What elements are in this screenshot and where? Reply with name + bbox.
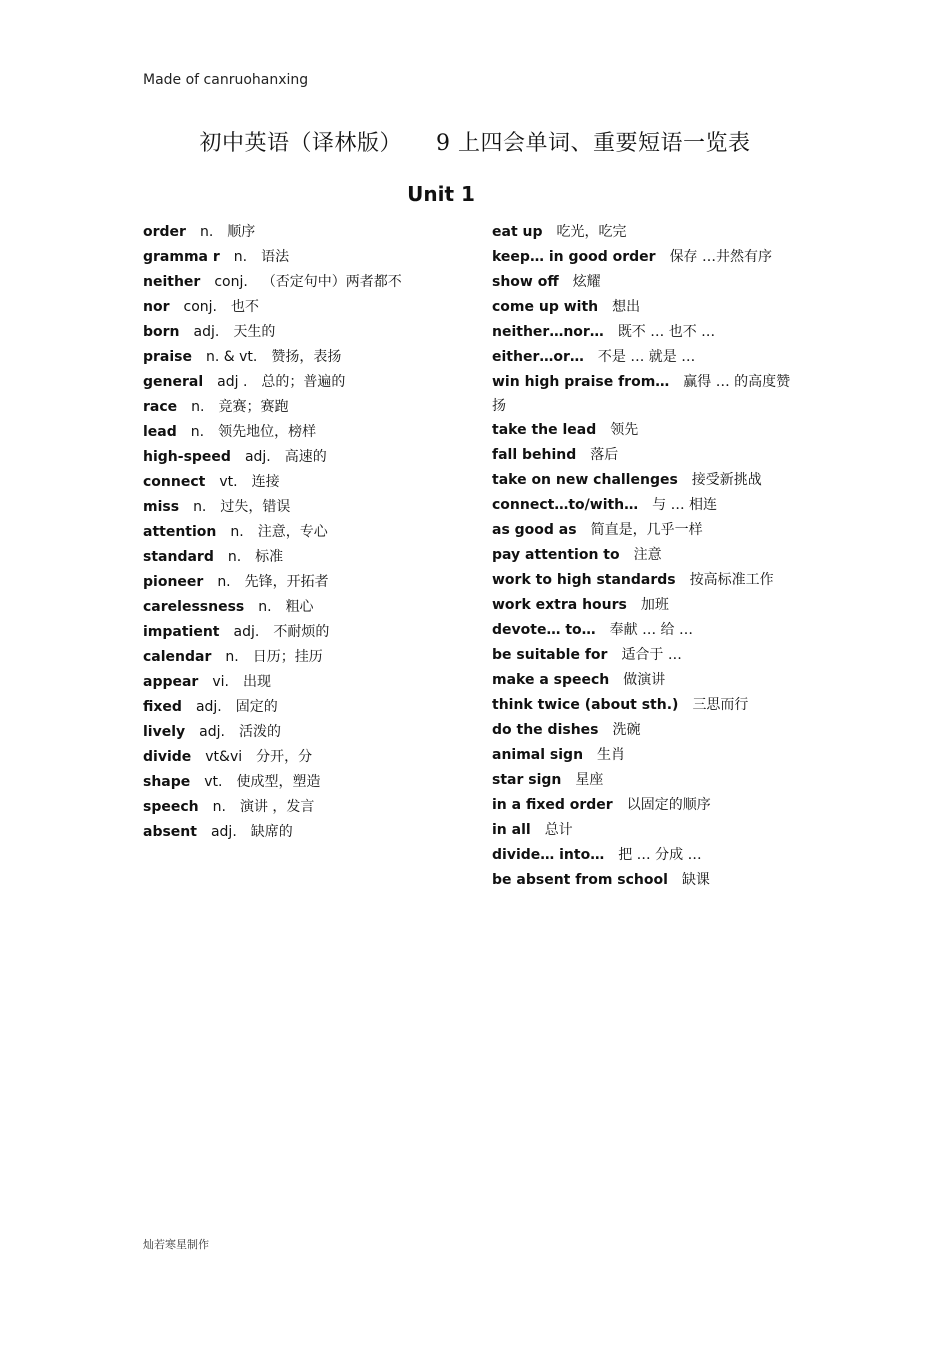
phrase-item bbox=[492, 443, 802, 468]
part-of-speech: conj. bbox=[214, 274, 248, 290]
part-of-speech: adj. bbox=[244, 449, 271, 465]
phrase-term: work to high standards bbox=[492, 572, 676, 588]
vocabulary-item bbox=[143, 345, 463, 370]
phrase-meaning: 既不 … 也不 … bbox=[617, 324, 716, 340]
vocabulary-item bbox=[143, 470, 463, 495]
phrase-item bbox=[492, 618, 802, 643]
vocabulary-term: standard bbox=[143, 549, 214, 565]
vocabulary-item bbox=[143, 295, 463, 320]
phrase-item bbox=[492, 220, 802, 245]
phrase-term: fall behind bbox=[492, 447, 577, 463]
phrase-term: devote… to… bbox=[492, 622, 596, 638]
vocabulary-meaning: 日历；挂历 bbox=[252, 649, 323, 665]
part-of-speech: n. bbox=[217, 574, 231, 590]
vocabulary-term: general bbox=[143, 374, 204, 390]
unit-heading: Unit 1 bbox=[407, 182, 475, 206]
phrase-item bbox=[492, 843, 802, 868]
vocabulary-term: carelessness bbox=[143, 599, 245, 615]
part-of-speech: vt. bbox=[204, 774, 223, 790]
vocabulary-term: impatient bbox=[143, 624, 220, 640]
vocabulary-item bbox=[143, 320, 463, 345]
part-of-speech: adj. bbox=[210, 824, 237, 840]
vocabulary-item bbox=[143, 695, 463, 720]
vocabulary-term: pioneer bbox=[143, 574, 204, 590]
part-of-speech: n. bbox=[190, 424, 205, 440]
phrase-meaning: 做演讲 bbox=[623, 672, 666, 688]
phrase-meaning: 接受新挑战 bbox=[691, 472, 762, 488]
part-of-speech: n. bbox=[193, 499, 207, 515]
phrase-meaning: 炫耀 bbox=[572, 274, 601, 290]
vocabulary-meaning: 竞赛；赛跑 bbox=[218, 399, 289, 415]
vocabulary-item bbox=[143, 770, 463, 795]
vocabulary-meaning: 不耐烦的 bbox=[273, 624, 330, 640]
phrase-term: be absent from school bbox=[492, 872, 668, 888]
phrase-meaning: 三思而行 bbox=[692, 697, 749, 713]
phrase-item bbox=[492, 370, 802, 418]
vocabulary-item bbox=[143, 245, 463, 270]
vocabulary-meaning: 也不 bbox=[230, 299, 259, 315]
vocabulary-term: race bbox=[143, 399, 178, 415]
part-of-speech: n. bbox=[191, 399, 205, 415]
vocabulary-item bbox=[143, 420, 463, 445]
vocabulary-item bbox=[143, 820, 463, 845]
phrase-term: win high praise from… bbox=[492, 374, 670, 390]
page-title bbox=[0, 126, 950, 157]
phrase-item bbox=[492, 768, 802, 793]
vocabulary-item bbox=[143, 645, 463, 670]
phrase-item bbox=[492, 693, 802, 718]
phrase-meaning: 注意 bbox=[633, 547, 662, 563]
vocabulary-term: appear bbox=[143, 674, 199, 690]
vocabulary-term: speech bbox=[143, 799, 199, 815]
vocabulary-meaning: 先锋，开拓者 bbox=[244, 574, 329, 590]
vocabulary-meaning: 粗心 bbox=[285, 599, 314, 615]
phrase-item bbox=[492, 868, 802, 893]
phrase-term: in all bbox=[492, 822, 531, 838]
part-of-speech: vi. bbox=[212, 674, 229, 690]
part-of-speech: adj. bbox=[233, 624, 260, 640]
part-of-speech: adj. bbox=[193, 324, 220, 340]
vocabulary-term: shape bbox=[143, 774, 191, 790]
phrase-term: eat up bbox=[492, 224, 543, 240]
phrase-meaning: 缺课 bbox=[681, 872, 710, 888]
phrase-term: neither…nor… bbox=[492, 324, 604, 340]
vocabulary-meaning: 使成型，塑造 bbox=[236, 774, 321, 790]
vocabulary-meaning: 注意，专心 bbox=[257, 524, 328, 540]
phrase-meaning: 落后 bbox=[590, 447, 619, 463]
phrase-term: pay attention to bbox=[492, 547, 620, 563]
phrase-meaning: 把 … 分成 … bbox=[618, 847, 702, 863]
vocabulary-meaning: 演讲 ，发言 bbox=[239, 799, 315, 815]
vocabulary-item bbox=[143, 495, 463, 520]
part-of-speech: n. bbox=[258, 599, 272, 615]
header-note: Made of canruohanxing bbox=[143, 72, 309, 88]
vocabulary-term: miss bbox=[143, 499, 180, 515]
phrase-term: take the lead bbox=[492, 422, 597, 438]
phrase-item bbox=[492, 320, 802, 345]
phrase-term: work extra hours bbox=[492, 597, 627, 613]
phrase-item bbox=[492, 245, 802, 270]
phrase-item bbox=[492, 643, 802, 668]
vocabulary-item bbox=[143, 445, 463, 470]
vocabulary-term: lively bbox=[143, 724, 186, 740]
phrase-term: take on new challenges bbox=[492, 472, 678, 488]
title-course: 初中英语（译林版） bbox=[199, 131, 402, 156]
phrase-meaning: 不是 … 就是 … bbox=[597, 349, 696, 365]
phrase-item bbox=[492, 418, 802, 443]
phrase-item bbox=[492, 593, 802, 618]
phrase-term: as good as bbox=[492, 522, 577, 538]
vocabulary-term: calendar bbox=[143, 649, 212, 665]
part-of-speech: n. & vt. bbox=[206, 349, 258, 365]
vocabulary-term: divide bbox=[143, 749, 192, 765]
phrase-term: think twice (about sth.) bbox=[492, 697, 679, 713]
vocabulary-item bbox=[143, 745, 463, 770]
vocabulary-meaning: （否定句中）两者都不 bbox=[261, 274, 402, 290]
vocabulary-meaning: 固定的 bbox=[235, 699, 278, 715]
vocabulary-meaning: 顺序 bbox=[227, 224, 256, 240]
phrase-term: either…or… bbox=[492, 349, 584, 365]
vocabulary-meaning: 领先地位，榜样 bbox=[218, 424, 317, 440]
vocabulary-meaning: 分开，分 bbox=[256, 749, 313, 765]
part-of-speech: vt&vi bbox=[205, 749, 243, 765]
vocabulary-meaning: 过失，错误 bbox=[220, 499, 291, 515]
phrase-item bbox=[492, 793, 802, 818]
vocabulary-item bbox=[143, 720, 463, 745]
part-of-speech: adj . bbox=[217, 374, 248, 390]
vocabulary-term: praise bbox=[143, 349, 192, 365]
phrase-term: be suitable for bbox=[492, 647, 608, 663]
phrase-meaning: 吃光，吃完 bbox=[556, 224, 627, 240]
phrase-term: in a fixed order bbox=[492, 797, 613, 813]
vocabulary-item bbox=[143, 270, 463, 295]
phrase-item bbox=[492, 668, 802, 693]
phrase-meaning: 简直是，几乎一样 bbox=[590, 522, 703, 538]
phrase-item bbox=[492, 518, 802, 543]
vocabulary-meaning: 语法 bbox=[261, 249, 290, 265]
phrase-item bbox=[492, 743, 802, 768]
footer-note: 灿若寒星制作 bbox=[143, 1238, 209, 1251]
vocabulary-meaning: 活泼的 bbox=[238, 724, 281, 740]
phrase-item bbox=[492, 270, 802, 295]
phrase-meaning: 赢得 … 的高度赞扬 bbox=[492, 374, 791, 414]
phrase-term: make a speech bbox=[492, 672, 610, 688]
part-of-speech: vt. bbox=[219, 474, 238, 490]
vocabulary-item bbox=[143, 570, 463, 595]
phrase-term: star sign bbox=[492, 772, 562, 788]
vocabulary-term: high-speed bbox=[143, 449, 231, 465]
vocabulary-meaning: 总的；普遍的 bbox=[261, 374, 346, 390]
part-of-speech: adj. bbox=[195, 699, 222, 715]
vocabulary-meaning: 连接 bbox=[251, 474, 280, 490]
phrase-item bbox=[492, 345, 802, 370]
vocabulary-term: fixed bbox=[143, 699, 182, 715]
phrase-item bbox=[492, 468, 802, 493]
phrase-term: do the dishes bbox=[492, 722, 599, 738]
vocabulary-item bbox=[143, 520, 463, 545]
phrase-meaning: 星座 bbox=[575, 772, 604, 788]
vocabulary-list bbox=[143, 220, 463, 845]
phrase-meaning: 适合于 … bbox=[621, 647, 682, 663]
phrase-meaning: 生肖 bbox=[597, 747, 626, 763]
part-of-speech: conj. bbox=[183, 299, 217, 315]
title-subject: 9 上四会单词、重要短语一览表 bbox=[436, 131, 751, 156]
vocabulary-item bbox=[143, 595, 463, 620]
phrase-term: keep… in good order bbox=[492, 249, 656, 265]
phrase-term: connect…to/with… bbox=[492, 497, 639, 513]
phrase-meaning: 加班 bbox=[640, 597, 669, 613]
vocabulary-item bbox=[143, 795, 463, 820]
vocabulary-item bbox=[143, 670, 463, 695]
phrase-term: show off bbox=[492, 274, 559, 290]
part-of-speech: adj. bbox=[199, 724, 225, 740]
vocabulary-term: gramma r bbox=[143, 249, 220, 265]
vocabulary-meaning: 标准 bbox=[255, 549, 284, 565]
vocabulary-term: attention bbox=[143, 524, 217, 540]
phrase-meaning: 奉献 … 给 … bbox=[609, 622, 693, 638]
vocabulary-meaning: 高速的 bbox=[284, 449, 327, 465]
phrase-meaning: 领先 bbox=[610, 422, 639, 438]
phrase-meaning: 总计 bbox=[544, 822, 573, 838]
vocabulary-item bbox=[143, 395, 463, 420]
phrase-item bbox=[492, 718, 802, 743]
vocabulary-term: neither bbox=[143, 274, 201, 290]
phrase-item bbox=[492, 818, 802, 843]
part-of-speech: n. bbox=[225, 649, 239, 665]
phrase-meaning: 以固定的顺序 bbox=[626, 797, 711, 813]
phrase-term: divide… into… bbox=[492, 847, 605, 863]
part-of-speech: n. bbox=[233, 249, 248, 265]
phrase-item bbox=[492, 493, 802, 518]
part-of-speech: n. bbox=[230, 524, 244, 540]
vocabulary-term: nor bbox=[143, 299, 170, 315]
vocabulary-term: absent bbox=[143, 824, 197, 840]
phrase-meaning: 与 … 相连 bbox=[652, 497, 718, 513]
vocabulary-item bbox=[143, 220, 463, 245]
part-of-speech: n. bbox=[199, 224, 214, 240]
vocabulary-term: lead bbox=[143, 424, 177, 440]
phrase-meaning: 按高标准工作 bbox=[689, 572, 774, 588]
vocabulary-term: born bbox=[143, 324, 180, 340]
phrase-item bbox=[492, 295, 802, 320]
vocabulary-term: order bbox=[143, 224, 186, 240]
phrase-meaning: 洗碗 bbox=[612, 722, 641, 738]
vocabulary-item bbox=[143, 545, 463, 570]
vocabulary-meaning: 天生的 bbox=[233, 324, 276, 340]
phrase-item bbox=[492, 568, 802, 593]
part-of-speech: n. bbox=[227, 549, 242, 565]
phrase-term: animal sign bbox=[492, 747, 584, 763]
vocabulary-meaning: 缺席的 bbox=[250, 824, 293, 840]
phrase-list bbox=[492, 220, 802, 893]
phrase-item bbox=[492, 543, 802, 568]
vocabulary-meaning: 出现 bbox=[242, 674, 271, 690]
phrase-term: come up with bbox=[492, 299, 599, 315]
vocabulary-meaning: 赞扬，表扬 bbox=[271, 349, 342, 365]
vocabulary-item bbox=[143, 370, 463, 395]
vocabulary-term: connect bbox=[143, 474, 206, 490]
phrase-meaning: 保存 …井然有序 bbox=[669, 249, 773, 265]
part-of-speech: n. bbox=[212, 799, 226, 815]
vocabulary-item bbox=[143, 620, 463, 645]
phrase-meaning: 想出 bbox=[612, 299, 641, 315]
